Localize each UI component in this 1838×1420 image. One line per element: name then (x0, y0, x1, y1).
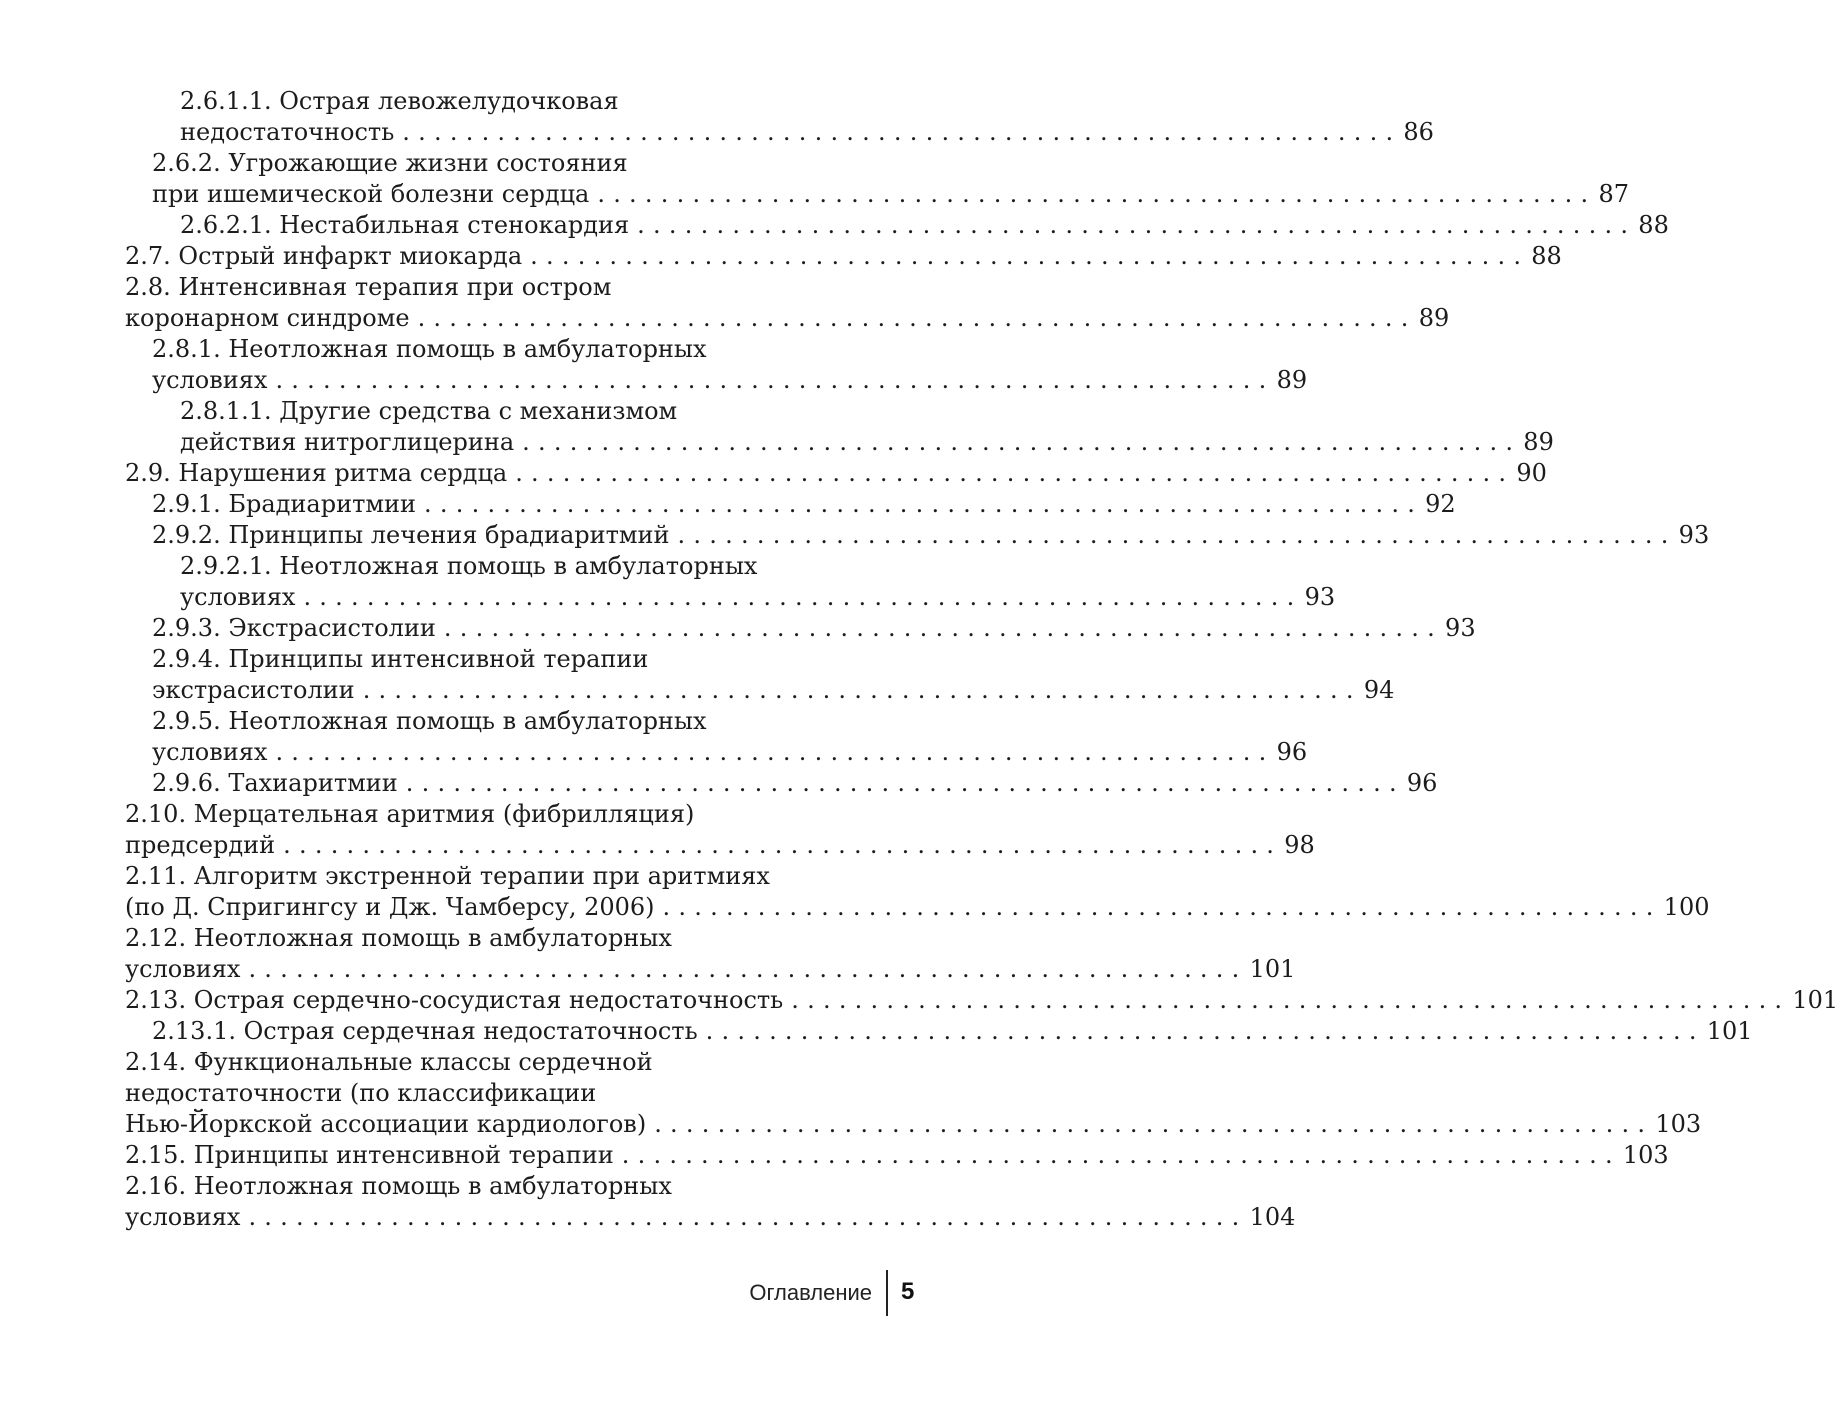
toc-entry-title: условиях (125, 955, 241, 983)
dot-leader: . . . . . . . . . . . . . . . . . . . . . . . . . . . . . . . . . . . . . . . . . . . . . . . . . . . . . . . . . . . . . . . (515, 459, 1507, 487)
toc-entry-page-number: 88 (1638, 211, 1669, 239)
toc-entry-title: 2.9.2.1. Неотложная помощь в амбулаторных (180, 552, 758, 580)
toc-entry-title: 2.8.1. Неотложная помощь в амбулаторных (152, 335, 707, 363)
toc-entry[interactable] (180, 396, 1554, 458)
toc-entry[interactable] (152, 613, 1476, 644)
toc-entry[interactable] (152, 489, 1456, 520)
toc-entry-line (152, 365, 1308, 396)
toc-entry-line (125, 1202, 1296, 1233)
toc-entry-title: 2.9.1. Брадиаритмии (152, 490, 417, 518)
toc-entry[interactable] (152, 1016, 1753, 1047)
dot-leader: . . . . . . . . . . . . . . . . . . . . . . . . . . . . . . . . . . . . . . . . . . . . . . . . . . . . . . . . . . . . . . . (662, 893, 1654, 921)
toc-entry-page-number: 101 (1706, 1017, 1753, 1045)
toc-entry-line (125, 1140, 1669, 1171)
toc-entry-line (152, 613, 1476, 644)
dot-leader: . . . . . . . . . . . . . . . . . . . . . . . . . . . . . . . . . . . . . . . . . . . . . . . . . . . . . . . . . . . . . . . (402, 118, 1394, 146)
toc-entry-title: 2.9.4. Принципы интенсивной терапии (152, 645, 649, 673)
toc-entry[interactable] (125, 1171, 1296, 1233)
toc-entry-page-number: 88 (1531, 242, 1562, 270)
toc-entry-line (125, 458, 1547, 489)
toc-entry[interactable] (125, 241, 1562, 272)
toc-entry-title: 2.8. Интенсивная терапия при остром (125, 273, 612, 301)
toc-entry-title: недостаточности (по классификации (125, 1079, 597, 1107)
toc-entry-line (180, 582, 1336, 613)
toc-entry-title: 2.7. Острый инфаркт миокарда (125, 242, 523, 270)
toc-entry-line (125, 241, 1562, 272)
toc-entry-title: 2.12. Неотложная помощь в амбулаторных (125, 924, 672, 952)
toc-entry-title: условиях (152, 366, 268, 394)
toc-entry-page-number: 92 (1425, 490, 1456, 518)
toc-entry-title: экстрасистолии (152, 676, 355, 704)
toc-entry-page-number: 89 (1523, 428, 1554, 456)
running-header-section-title: Оглавление (749, 1280, 872, 1305)
toc-entry-page-number: 90 (1516, 459, 1547, 487)
toc-entry-title: условиях (152, 738, 268, 766)
page-footer (0, 1270, 1000, 1316)
toc-entry-page-number: 89 (1418, 304, 1450, 332)
toc-entry[interactable] (152, 768, 1438, 799)
toc-entry-title: 2.8.1.1. Другие средства с механизмом (180, 397, 678, 425)
dot-leader: . . . . . . . . . . . . . . . . . . . . . . . . . . . . . . . . . . . . . . . . . . . . . . . . . . . . . . . . . . . . . . . (637, 211, 1629, 239)
toc-entry-page-number: 94 (1363, 676, 1395, 704)
dot-leader: . . . . . . . . . . . . . . . . . . . . . . . . . . . . . . . . . . . . . . . . . . . . . . . . . . . . . . . . . . . . . . . (677, 521, 1669, 549)
toc-entry-page-number: 93 (1445, 614, 1476, 642)
toc-entry-title: 2.6.2.1. Нестабильная стенокардия (180, 211, 630, 239)
toc-entry-title: условиях (125, 1203, 241, 1231)
toc-entry[interactable] (125, 458, 1547, 489)
toc-entry-line (152, 179, 1630, 210)
toc-entry[interactable] (125, 272, 1450, 334)
toc-entry-title: 2.11. Алгоритм экстренной терапии при аритмиях (125, 862, 770, 890)
toc-entry-line (125, 1047, 889, 1078)
toc-entry-line (152, 489, 1456, 520)
dot-leader: . . . . . . . . . . . . . . . . . . . . . . . . . . . . . . . . . . . . . . . . . . . . . . . . . . . . . . . . . . . . . . . (275, 366, 1267, 394)
dot-leader: . . . . . . . . . . . . . . . . . . . . . . . . . . . . . . . . . . . . . . . . . . . . . . . . . . . . . . . . . . . . . . . (621, 1141, 1613, 1169)
toc-entry-page-number: 86 (1403, 118, 1434, 146)
toc-entry-title: 2.15. Принципы интенсивной терапии (125, 1141, 614, 1169)
toc-entry[interactable] (180, 551, 1336, 613)
toc-entry-title: 2.6.1.1. Острая левожелудочковая (180, 87, 619, 115)
toc-entry-page-number: 104 (1249, 1203, 1296, 1231)
footer-divider (886, 1270, 888, 1316)
dot-leader: . . . . . . . . . . . . . . . . . . . . . . . . . . . . . . . . . . . . . . . . . . . . . . . . . . . . . . . . . . . . . . . (362, 676, 1354, 704)
toc-entry-title: 2.9.5. Неотложная помощь в амбулаторных (152, 707, 707, 735)
toc-entry-title: недостаточность (180, 118, 395, 146)
toc-entry-line (125, 985, 1838, 1016)
dot-leader: . . . . . . . . . . . . . . . . . . . . . . . . . . . . . . . . . . . . . . . . . . . . . . . . . . . . . . . . . . . . . . . (405, 769, 1397, 797)
toc-entry-line (125, 830, 1315, 861)
toc-entry-title: 2.10. Мерцательная аритмия (фибрилляция) (125, 800, 695, 828)
dot-leader: . . . . . . . . . . . . . . . . . . . . . . . . . . . . . . . . . . . . . . . . . . . . . . . . . . . . . . . . . . . . . . . (530, 242, 1522, 270)
dot-leader: . . . . . . . . . . . . . . . . . . . . . . . . . . . . . . . . . . . . . . . . . . . . . . . . . . . . . . . . . . . . . . . (275, 738, 1267, 766)
toc-entry-line (152, 520, 1710, 551)
dot-leader: . . . . . . . . . . . . . . . . . . . . . . . . . . . . . . . . . . . . . . . . . . . . . . . . . . . . . . . . . . . . . . . (283, 831, 1275, 859)
toc-entry-line (125, 892, 1710, 923)
toc-entry-title: коронарном синдроме (125, 304, 410, 332)
toc-entry-line (152, 148, 889, 179)
toc-entry[interactable] (125, 1140, 1669, 1171)
toc-entry-title: Нью-Йоркской ассоциации кардиологов) (125, 1110, 647, 1138)
toc-entry-line (125, 303, 1450, 334)
toc-entry[interactable] (125, 861, 1710, 923)
toc-entry-title: действия нитроглицерина (180, 428, 515, 456)
toc-entry-page-number: 93 (1304, 583, 1336, 611)
toc-entry[interactable] (152, 706, 1308, 768)
toc-entry-title: предсердий (125, 831, 276, 859)
toc-entry-title: 2.9.2. Принципы лечения брадиаритмий (152, 521, 670, 549)
toc-entry-page-number: 96 (1276, 738, 1308, 766)
dot-leader: . . . . . . . . . . . . . . . . . . . . . . . . . . . . . . . . . . . . . . . . . . . . . . . . . . . . . . . . . . . . . . . (248, 955, 1240, 983)
toc-entry-line (152, 334, 889, 365)
toc-entry-page-number: 100 (1663, 893, 1710, 921)
toc-entry-page-number: 93 (1678, 521, 1710, 549)
toc-entry-title: 2.6.2. Угрожающие жизни состояния (152, 149, 628, 177)
toc-entry-title: 2.16. Неотложная помощь в амбулаторных (125, 1172, 672, 1200)
dot-leader: . . . . . . . . . . . . . . . . . . . . . . . . . . . . . . . . . . . . . . . . . . . . . . . . . . . . . . . . . . . . . . . (597, 180, 1589, 208)
toc-entry-title: 2.13. Острая сердечно-сосудистая недостаточность (125, 986, 784, 1014)
toc-entry-page-number: 87 (1598, 180, 1630, 208)
toc-entry[interactable] (125, 923, 1296, 985)
toc-entry-line (125, 272, 889, 303)
toc-entry-title: 2.9.6. Тахиаритмии (152, 769, 398, 797)
toc-entry[interactable] (152, 148, 1630, 210)
toc-entry[interactable] (180, 210, 1669, 241)
toc-entry-page-number: 101 (1792, 986, 1838, 1014)
dot-leader: . . . . . . . . . . . . . . . . . . . . . . . . . . . . . . . . . . . . . . . . . . . . . . . . . . . . . . . . . . . . . . . (417, 304, 1409, 332)
toc-entry-line (125, 799, 889, 830)
toc-entry-title: 2.13.1. Острая сердечная недостаточность (152, 1017, 698, 1045)
toc-entry[interactable] (180, 86, 1434, 148)
toc-entry-line (180, 117, 1434, 148)
dot-leader: . . . . . . . . . . . . . . . . . . . . . . . . . . . . . . . . . . . . . . . . . . . . . . . . . . . . . . . . . . . . . . . (705, 1017, 1697, 1045)
toc-entry-line (152, 1016, 1753, 1047)
toc-entry-line (180, 210, 1669, 241)
dot-leader: . . . . . . . . . . . . . . . . . . . . . . . . . . . . . . . . . . . . . . . . . . . . . . . . . . . . . . . . . . . . . . . (443, 614, 1436, 642)
toc-entry-title: условиях (180, 583, 296, 611)
toc-entry-line (125, 1109, 1702, 1140)
dot-leader: . . . . . . . . . . . . . . . . . . . . . . . . . . . . . . . . . . . . . . . . . . . . . . . . . . . . . . . . . . . . . . . (654, 1110, 1646, 1138)
toc-entry[interactable] (152, 520, 1710, 551)
dot-leader: . . . . . . . . . . . . . . . . . . . . . . . . . . . . . . . . . . . . . . . . . . . . . . . . . . . . . . . . . . . . . . . (248, 1203, 1240, 1231)
toc-entry-page-number: 96 (1406, 769, 1438, 797)
toc-entry-page-number: 98 (1284, 831, 1315, 859)
toc-entry-line (125, 954, 1296, 985)
toc-entry[interactable] (152, 644, 1395, 706)
dot-leader: . . . . . . . . . . . . . . . . . . . . . . . . . . . . . . . . . . . . . . . . . . . . . . . . . . . . . . . . . . . . . . . (522, 428, 1514, 456)
dot-leader: . . . . . . . . . . . . . . . . . . . . . . . . . . . . . . . . . . . . . . . . . . . . . . . . . . . . . . . . . . . . . . . (791, 986, 1783, 1014)
toc-entry-line (152, 768, 1438, 799)
toc-entry-line (125, 861, 889, 892)
toc-entry[interactable] (125, 799, 1315, 861)
toc-entry-title: (по Д. Спригингсу и Дж. Чамберсу, 2006) (125, 893, 655, 921)
toc-entry-title: 2.9. Нарушения ритма сердца (125, 459, 508, 487)
toc-entry-line (180, 86, 889, 117)
toc-entry-line (180, 551, 889, 582)
toc-entry-line (180, 427, 1554, 458)
toc-entry-title: при ишемической болезни сердца (152, 180, 590, 208)
dot-leader: . . . . . . . . . . . . . . . . . . . . . . . . . . . . . . . . . . . . . . . . . . . . . . . . . . . . . . . . . . . . . . . (424, 490, 1416, 518)
toc-entry-page-number: 103 (1622, 1141, 1669, 1169)
toc-entry-page-number: 89 (1276, 366, 1308, 394)
dot-leader: . . . . . . . . . . . . . . . . . . . . . . . . . . . . . . . . . . . . . . . . . . . . . . . . . . . . . . . . . . . . . . . (303, 583, 1295, 611)
toc-entry-line (125, 1171, 889, 1202)
toc-entry[interactable] (125, 1047, 1702, 1140)
page-number: 5 (901, 1278, 915, 1305)
toc-entry[interactable] (125, 985, 1838, 1016)
toc-entry[interactable] (152, 334, 1308, 396)
toc-entry-line (152, 644, 889, 675)
toc-entry-line (180, 396, 889, 427)
toc-entry-line (152, 675, 1395, 706)
toc-entry-line (152, 706, 889, 737)
toc-entry-page-number: 103 (1655, 1110, 1702, 1138)
toc-entry-title: 2.9.3. Экстрасистолии (152, 614, 436, 642)
toc-entry-page-number: 101 (1249, 955, 1296, 983)
toc-entry-line (152, 737, 1308, 768)
table-of-contents (0, 86, 1838, 1233)
toc-entry-title: 2.14. Функциональные классы сердечной (125, 1048, 653, 1076)
toc-entry-line (125, 1078, 889, 1109)
toc-entry-line (125, 923, 889, 954)
